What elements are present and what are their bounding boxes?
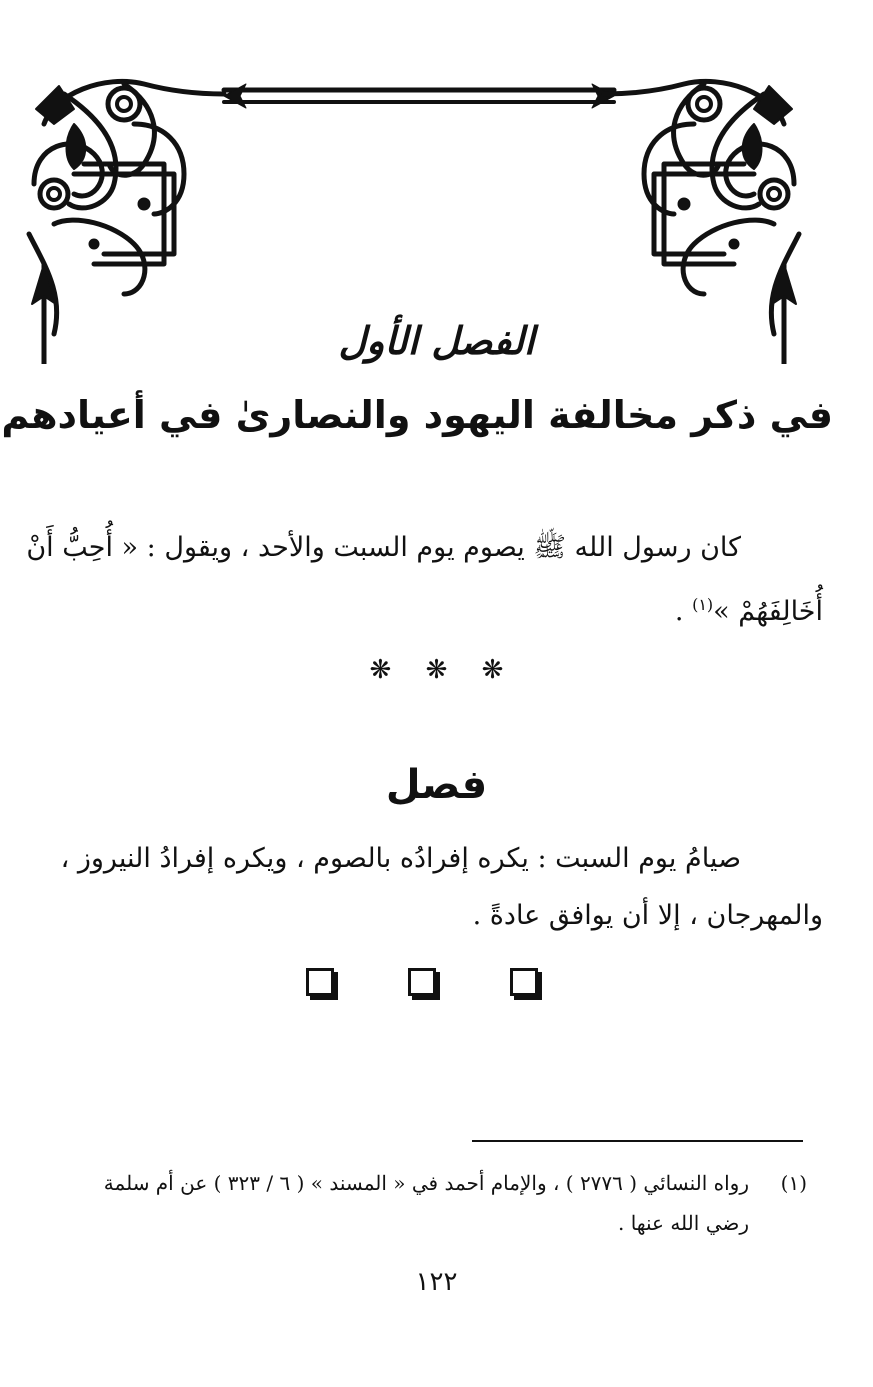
ornament-box — [306, 968, 334, 996]
chapter-label: الفصل الأول — [338, 318, 535, 363]
sentence-end: . — [674, 596, 693, 627]
page-number: ١٢٢ — [415, 1267, 458, 1297]
ornament-box — [510, 968, 538, 996]
footnote-divider — [472, 1140, 803, 1142]
ornament-box — [408, 968, 436, 996]
chapter-title: في ذكر مخالفة اليهود والنصارىٰ في أعيادهم — [1, 393, 833, 437]
footnote-reference[interactable]: (١) — [692, 595, 714, 614]
paragraph-line — [45, 576, 823, 640]
paragraph-line: والمهرجان ، إلا أن يوافق عادةً . — [472, 900, 823, 931]
hadith-quote-end: أُخَالِفَهُمْ » — [713, 596, 823, 627]
footnote — [52, 1163, 805, 1243]
footnote-line: رواه النسائي ( ٢٧٧٦ ) ، والإمام أحمد في « المسند » ( ٦ / ٣٢٣ ) عن أم سلمة — [103, 1171, 749, 1195]
section-heading: فصل — [385, 762, 488, 808]
end-of-section-boxes — [300, 968, 550, 1004]
footnote-number: (١) — [780, 1171, 807, 1195]
section-separator-stars: ❋ ❋ ❋ — [369, 655, 504, 685]
paragraph-fasting — [45, 830, 823, 944]
footnote-line: رضي الله عنها . — [617, 1211, 749, 1235]
paragraph-line: كان رسول الله ﷺ يصوم يوم السبت والأحد ، ويقول : « أُحِبُّ أَنْ — [26, 532, 741, 563]
paragraph-hadith — [26, 519, 823, 640]
paragraph-line: صيامُ يوم السبت : يكره إفرادُه بالصوم ، ويكره إفرادُ النيروز ، — [60, 843, 741, 874]
